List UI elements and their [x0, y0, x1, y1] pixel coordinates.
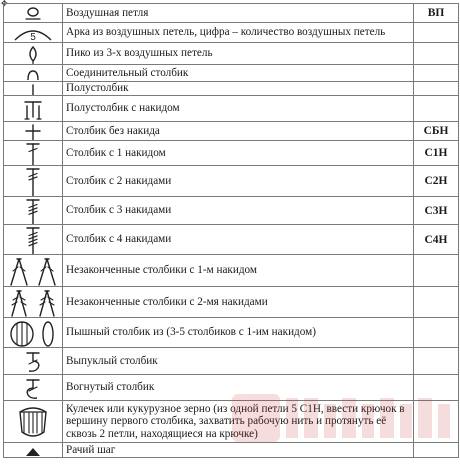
- abbreviation-cell: [414, 82, 459, 96]
- unfinished-tr-cluster-icon: [5, 288, 61, 317]
- symbol-cell: [4, 375, 63, 401]
- description-cell: Незаконченные столбики с 2-мя накидами: [63, 287, 414, 318]
- slip-stitch-icon: [5, 66, 61, 81]
- legend-row: [4, 443, 459, 458]
- legend-row: [4, 255, 459, 287]
- half-double-crochet-icon: [5, 97, 61, 121]
- symbol-cell: [4, 166, 63, 197]
- symbol-cell: [4, 122, 63, 141]
- double-treble-icon: [5, 198, 61, 224]
- abbreviation-cell: [414, 96, 459, 122]
- popcorn-stitch-icon: [5, 402, 61, 442]
- half-stitch-icon: [5, 83, 61, 95]
- description-cell: Соединительный столбик: [63, 65, 414, 82]
- reverse-crochet-icon: [5, 444, 61, 457]
- description-cell: Воздушная петля: [63, 4, 414, 23]
- legend-row: [4, 96, 459, 122]
- abbreviation-cell: С4Н: [414, 225, 459, 255]
- description-cell: Столбик с 2 накидами: [63, 166, 414, 197]
- stitch-legend-table: [3, 3, 459, 458]
- puff-stitch-icon: [5, 319, 61, 347]
- treble-crochet-icon: [5, 167, 61, 196]
- description-cell: Столбик с 4 накидами: [63, 225, 414, 255]
- symbol-cell: [4, 287, 63, 318]
- symbol-cell: [4, 65, 63, 82]
- legend-row: [4, 4, 459, 23]
- symbol-cell: [4, 96, 63, 122]
- legend-row: [4, 82, 459, 96]
- description-cell: Пышный столбик из (3-5 столбиков с 1-им накидом): [63, 318, 414, 348]
- picot-icon: [5, 44, 61, 64]
- symbol-cell: [4, 443, 63, 458]
- symbol-cell: [4, 4, 63, 23]
- legend-row: [4, 197, 459, 225]
- description-cell: Арка из воздушных петель, цифра – количество воздушных петель: [63, 23, 414, 43]
- triple-treble-icon: [5, 226, 61, 254]
- abbreviation-cell: [414, 318, 459, 348]
- abbreviation-cell: С2Н: [414, 166, 459, 197]
- legend-row: [4, 287, 459, 318]
- legend-row: [4, 141, 459, 166]
- legend-row: [4, 375, 459, 401]
- symbol-cell: [4, 255, 63, 287]
- description-cell: Вогнутый столбик: [63, 375, 414, 401]
- description-cell: Полустолбик с накидом: [63, 96, 414, 122]
- back-post-icon: [5, 376, 61, 400]
- legend-row: [4, 166, 459, 197]
- chain-stitch-icon: [5, 5, 61, 22]
- symbol-cell: [4, 348, 63, 375]
- legend-row: [4, 122, 459, 141]
- abbreviation-cell: [414, 65, 459, 82]
- symbol-cell: [4, 197, 63, 225]
- abbreviation-cell: ВП: [414, 4, 459, 23]
- symbol-cell: [4, 225, 63, 255]
- legend-row: [4, 225, 459, 255]
- legend-body: [4, 4, 459, 458]
- description-cell: Столбик с 1 накидом: [63, 141, 414, 166]
- abbreviation-cell: СБН: [414, 122, 459, 141]
- legend-row: [4, 348, 459, 375]
- description-cell: Столбик с 3 накидами: [63, 197, 414, 225]
- legend-row: [4, 318, 459, 348]
- abbreviation-cell: [414, 401, 459, 443]
- description-cell: Рачий шаг: [63, 443, 414, 458]
- symbol-cell: [4, 318, 63, 348]
- legend-row: [4, 65, 459, 82]
- description-cell: Пико из 3-х воздушных петель: [63, 43, 414, 65]
- abbreviation-cell: [414, 23, 459, 43]
- chain-arc-icon: [5, 24, 61, 42]
- description-cell: Столбик без накида: [63, 122, 414, 141]
- description-cell: Кулечек или кукурузное зерно (из одной петли 5 С1Н, ввести крючок в вершину первого столбика, захватить рабочую нить и протянуть её сквозь 2 петли, находящиеся на крючке): [63, 401, 414, 443]
- description-cell: Незаконченные столбики с 1-м накидом: [63, 255, 414, 287]
- abbreviation-cell: [414, 443, 459, 458]
- symbol-cell: [4, 43, 63, 65]
- svg-text:5: 5: [30, 31, 36, 42]
- description-cell: Полустолбик: [63, 82, 414, 96]
- abbreviation-cell: [414, 287, 459, 318]
- legend-row: [4, 23, 459, 43]
- single-crochet-icon: [5, 123, 61, 140]
- unfinished-dc-cluster-icon: [5, 256, 61, 286]
- symbol-cell: [4, 82, 63, 96]
- abbreviation-cell: [414, 43, 459, 65]
- abbreviation-cell: С1Н: [414, 141, 459, 166]
- legend-row: [4, 401, 459, 443]
- double-crochet-icon: [5, 142, 61, 165]
- legend-row: [4, 43, 459, 65]
- abbreviation-cell: [414, 255, 459, 287]
- symbol-cell: [4, 23, 63, 43]
- table-move-handle-icon[interactable]: ✥: [1, 0, 8, 8]
- abbreviation-cell: [414, 348, 459, 375]
- symbol-cell: [4, 141, 63, 166]
- symbol-cell: [4, 401, 63, 443]
- front-post-icon: [5, 349, 61, 374]
- abbreviation-cell: [414, 375, 459, 401]
- abbreviation-cell: С3Н: [414, 197, 459, 225]
- description-cell: Выпуклый столбик: [63, 348, 414, 375]
